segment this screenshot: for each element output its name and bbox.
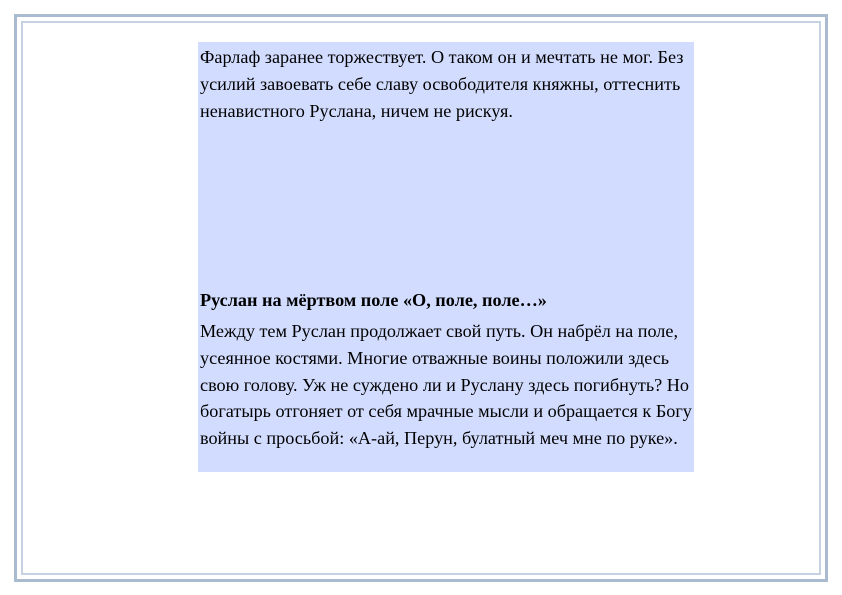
paragraph-farlaf: Фарлаф заранее торжествует. О таком он и мечтать не мог. Без усилий завоевать себе славу освободителя княжны, оттеснить ненавистного Руслана, ничем не рискуя. bbox=[200, 47, 684, 121]
section-heading: Руслан на мёртвом поле «О, поле, поле…» bbox=[200, 290, 547, 310]
text-box bbox=[198, 42, 694, 472]
paragraph-ruslan: Между тем Руслан продолжает свой путь. Он набрёл на поле, усеянное костями. Многие отважные воины положили здесь свою голову. Уж не суждено ли и Руслану здесь погибнуть? Но богатырь отгоняет от себя мрачные мысли и обращается к Богу войны с просьбой: «А-ай, Перун, булатный меч мне по руке». bbox=[200, 321, 692, 449]
